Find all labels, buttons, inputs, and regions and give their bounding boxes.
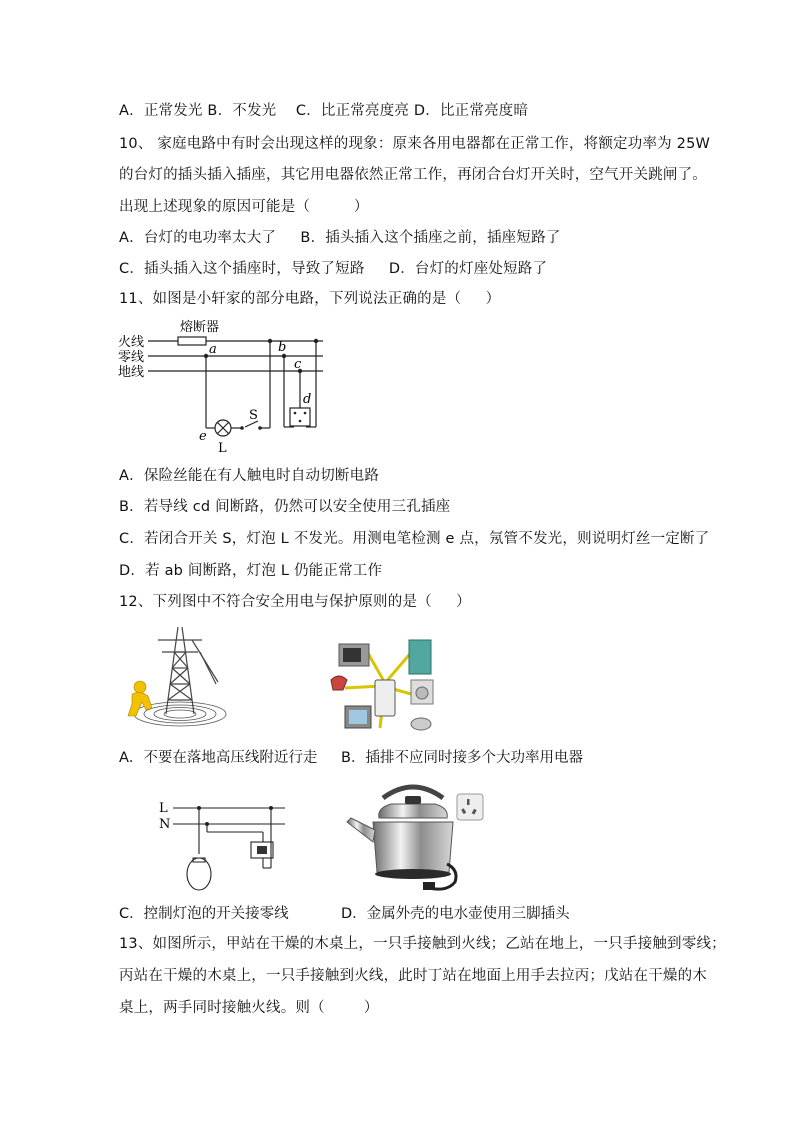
q11-stem: 11、如图是小轩家的部分电路，下列说法正确的是（ ） — [119, 291, 501, 307]
line-l-label: L — [159, 801, 168, 816]
switch-label: S — [249, 408, 258, 423]
lamp-label: L — [218, 441, 227, 456]
iron-icon — [331, 676, 347, 690]
fridge-icon — [409, 640, 431, 674]
kettle-spout — [347, 818, 375, 842]
q12-caption-b: B．插排不应同时接多个大功率用电器 — [341, 750, 583, 766]
q12-image-b-power-strip — [325, 628, 445, 738]
q10-stem-line1: 10、 家庭电路中有时会出现这样的现象：原来各用电器都在正常工作，将额定功率为 25W — [119, 136, 711, 152]
q9-options: A．正常发光 B．不发光 C．比正常亮度亮 D．比正常亮度暗 — [119, 103, 529, 119]
power-strip-icon — [375, 680, 395, 716]
q12-caption-a: A．不要在落地高压线附近行走 — [119, 750, 318, 766]
q10-stem-line2: 的台灯的插头插入插座，其它用电器依然正常工作，再闭合台灯开关时，空气开关跳闸了。 — [119, 167, 707, 183]
three-pin-plug — [423, 882, 435, 890]
point-e-label: e — [199, 429, 207, 444]
point-b-label: b — [278, 340, 287, 355]
q13-stem-line2: 丙站在干燥的木桌上，一只手接触到火线，此时丁站在地面上用手去拉丙；戊站在干燥的木 — [119, 968, 707, 984]
q10-options-cd: C．插头插入这个插座时，导致了短路 D．台灯的灯座处短路了 — [119, 261, 548, 277]
fuse-symbol — [178, 337, 206, 345]
ground-label: 地线 — [118, 365, 145, 380]
three-pin-socket — [290, 408, 310, 426]
q13-stem-line1: 13、如图所示，甲站在干燥的木桌上，一只手接触到火线；乙站在地上，一只手接触到零线； — [119, 936, 726, 952]
wall-socket-icon — [457, 794, 483, 820]
q11-option-d: D．若 ab 间断路，灯泡 L 仍能正常工作 — [119, 563, 383, 579]
kettle-body — [373, 822, 453, 875]
neutral-label: 零线 — [118, 350, 145, 365]
q10-options-ab: A．台灯的电功率太大了 B．插头插入这个插座之前，插座短路了 — [119, 230, 561, 246]
q12-image-d-kettle — [343, 778, 488, 896]
point-c-label: c — [294, 357, 302, 372]
q11-circuit-diagram — [118, 315, 338, 460]
q12-stem: 12、下列图中不符合安全用电与保护原则的是（ ） — [119, 594, 471, 610]
live-label: 火线 — [118, 335, 145, 350]
point-a-label: a — [209, 342, 217, 357]
fuse-label: 熔断器 — [180, 320, 220, 335]
q12-image-c-lamp-circuit — [155, 798, 285, 898]
q11-option-b: B．若导线 cd 间断路，仍然可以安全使用三孔插座 — [119, 499, 451, 515]
q13-stem-line3: 桌上，两手同时接触火线。则（ ） — [119, 1000, 379, 1016]
q10-stem-line3: 出现上述现象的原因可能是（ ） — [119, 199, 369, 215]
light-bulb — [187, 858, 211, 890]
q12-image-a-power-tower — [118, 622, 228, 732]
q12-caption-c: C．控制灯泡的开关接零线 — [119, 906, 289, 922]
q12-caption-d: D．金属外壳的电水壶使用三脚插头 — [341, 906, 570, 922]
pot-icon — [411, 718, 431, 730]
point-d-label: d — [303, 392, 312, 407]
line-n-label: N — [159, 817, 171, 832]
q11-option-a: A．保险丝能在有人触电时自动切断电路 — [119, 468, 380, 484]
q11-option-c: C．若闭合开关 S，灯泡 L 不发光。用测电笔检测 e 点，氖管不发光，则说明灯丝一定断了 — [119, 531, 710, 547]
